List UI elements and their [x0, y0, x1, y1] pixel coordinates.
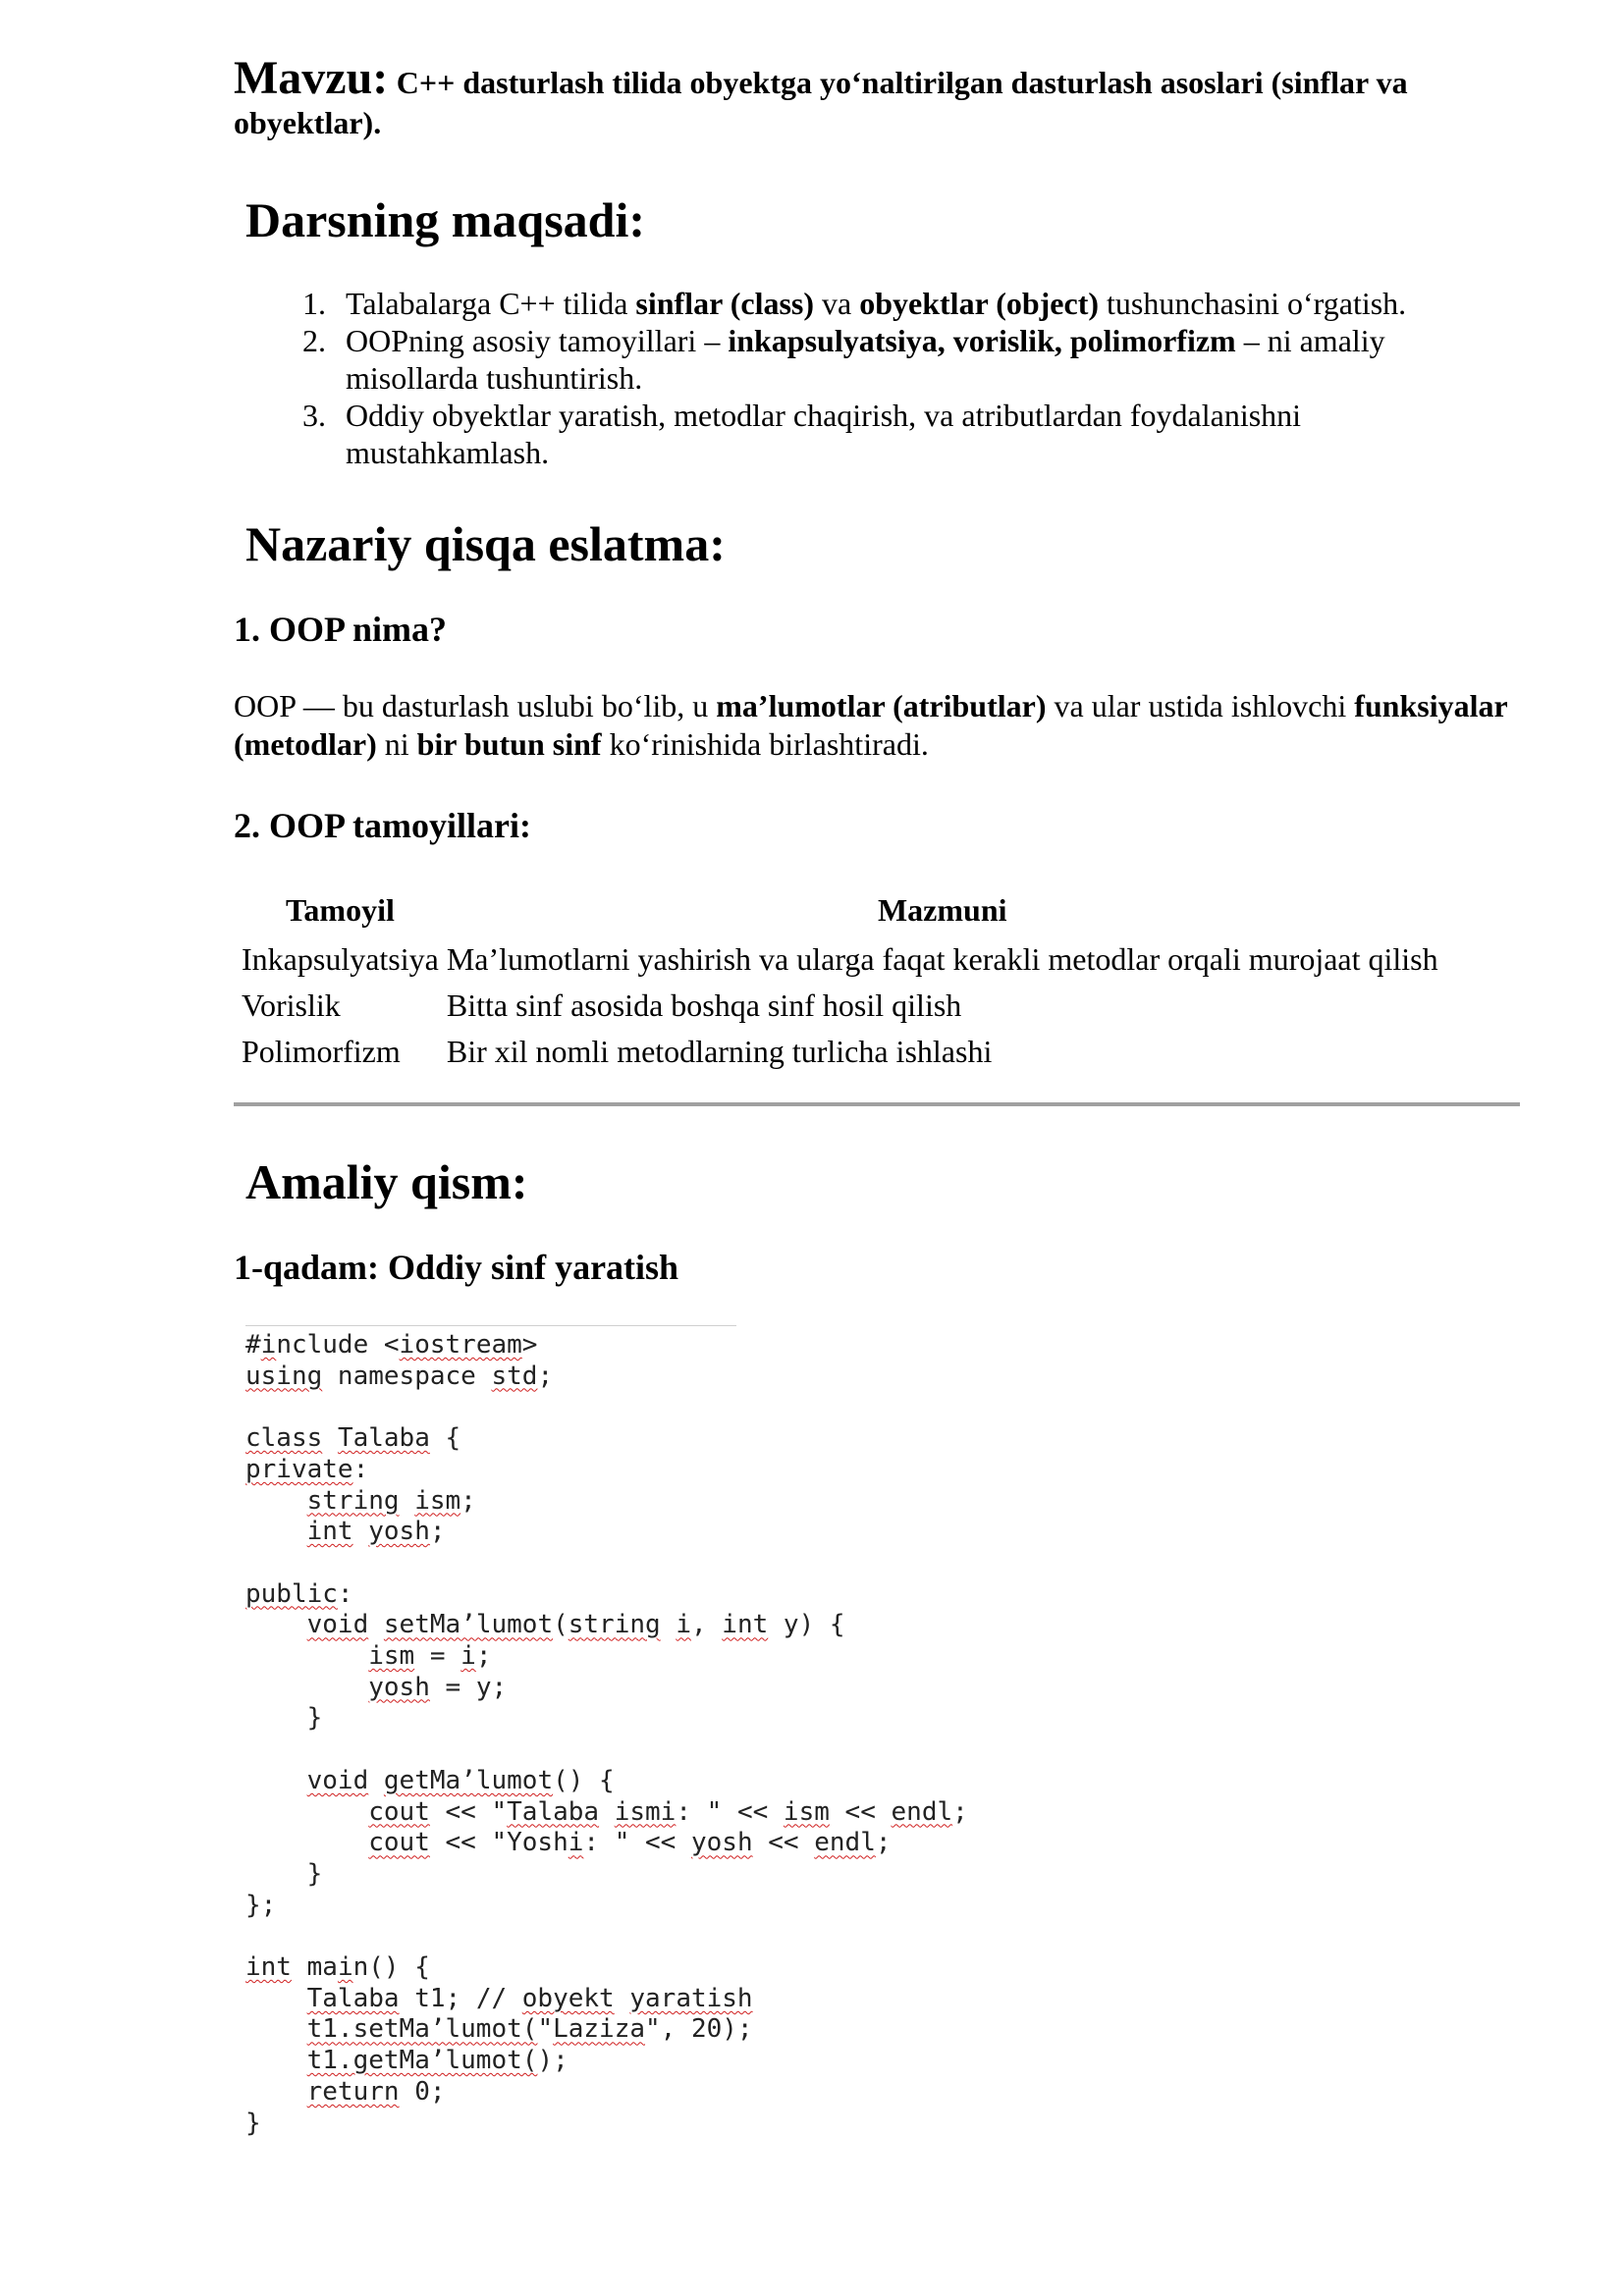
topic-text: C++ dasturlash tilida obyektga yo‘naltirilgan dasturlash asoslari (sinflar va obyektlar). [234, 65, 1408, 140]
theory-heading: Nazariy qisqa eslatma: [245, 516, 726, 571]
goals-heading: Darsning maqsadi: [245, 192, 646, 247]
table-cell: Polimorfizm [242, 1034, 401, 1069]
spellcheck-word: int [722, 1610, 769, 1640]
spellcheck-word: i [568, 1828, 584, 1858]
code-top-border [245, 1325, 736, 1326]
table-cell: Inkapsulyatsiya [242, 941, 439, 977]
spellcheck-word: t1.setMa’lumot( [306, 2014, 538, 2045]
text-run: – ni amaliy misollarda tushuntirish. [346, 323, 1385, 396]
spellcheck-word: t1.getMa’lumot( [306, 2046, 538, 2076]
oop-definition-paragraph [234, 687, 1510, 764]
principles-title: 2. OOP tamoyillari: [234, 806, 531, 845]
spellcheck-word: std [491, 1361, 538, 1391]
oop-question-title: 1. OOP nima? [234, 610, 448, 649]
principles-table [238, 888, 1442, 1075]
bold-text: sinflar (class) [635, 286, 815, 321]
table-header-row [238, 888, 1442, 936]
spellcheck-word: return [306, 2076, 400, 2107]
spellcheck-word: i [676, 1610, 691, 1640]
spellcheck-word: class [245, 1423, 323, 1454]
spellcheck-word: i [337, 1952, 353, 1983]
spellcheck-word: Talaba [507, 1796, 600, 1827]
spellcheck-word: using [245, 1361, 323, 1391]
spellcheck-word: cout [368, 1828, 430, 1858]
table-row [238, 936, 1442, 983]
spellcheck-word: int [306, 1517, 353, 1547]
spellcheck-word: ism [368, 1641, 415, 1672]
spellcheck-word: yosh [368, 1517, 430, 1547]
bold-text: ma’lumotlar (atributlar) [716, 688, 1047, 723]
spellcheck-word: yosh [690, 1828, 753, 1858]
spellcheck-word: private [245, 1454, 353, 1484]
text-run: va ular ustida ishlovchi [1046, 688, 1355, 723]
topic-header [234, 52, 1520, 143]
goal-item [334, 285, 1512, 322]
spellcheck-word: i [260, 1330, 277, 1360]
spellcheck-word: endl [814, 1828, 876, 1858]
spellcheck-word: string [306, 1485, 400, 1516]
table-row [238, 1029, 1442, 1075]
spellcheck-word: void [306, 1610, 369, 1640]
text-run: OOPning asosiy tamoyillari – [346, 323, 729, 358]
spellcheck-word: obyekt [521, 1983, 615, 2013]
spellcheck-word: getMa’lumot [383, 1765, 554, 1795]
horizontal-divider [234, 1102, 1520, 1106]
text-run: ko‘rinishida birlashtiradi. [601, 726, 929, 762]
bold-text: obyektlar (object) [859, 286, 1100, 321]
spellcheck-word: i [460, 1641, 476, 1672]
table-cell: Vorislik [242, 988, 341, 1023]
spellcheck-word: yosh [368, 1672, 430, 1702]
spellcheck-word: endl [891, 1796, 953, 1827]
spellcheck-word: iostream [399, 1330, 522, 1360]
spellcheck-word: setMa’lumot [383, 1610, 554, 1640]
goal-item [334, 397, 1512, 471]
spellcheck-word: int [245, 1952, 292, 1983]
table-cell: Bitta sinf asosida boshqa sinf hosil qilish [446, 988, 962, 1023]
table-header-meaning: Mazmuni [877, 892, 1007, 928]
step1-title: 1-qadam: Oddiy sinf yaratish [234, 1248, 679, 1287]
spellcheck-word: ismi [614, 1796, 677, 1827]
spellcheck-word: void [306, 1765, 369, 1795]
text-run: OOP — bu dasturlash uslubi bo‘lib, u [234, 688, 717, 723]
spellcheck-word: string [568, 1610, 661, 1640]
bold-text: bir butun sinf [416, 726, 602, 762]
table-cell: Ma’lumotlarni yashirish va ularga faqat kerakli metodlar orqali murojaat qilish [446, 941, 1438, 977]
table-cell: Bir xil nomli metodlarning turlicha ishlashi [446, 1034, 993, 1069]
spellcheck-word: ism [414, 1485, 461, 1516]
practice-heading: Amaliy qism: [245, 1154, 528, 1209]
goals-list [234, 285, 1512, 471]
text-run: Talabalarga C++ tilida [346, 286, 636, 321]
code-snippet: #include <iostream> using namespace std; class Talaba { private: string ism; int yosh; public: void setMa’lumot(string i, int y) { ism = i; yosh = y; } void getMa’lumot() { cout << "Talaba ismi: " << ism << endl; cout << "Yoshi: " << yosh << endl; } }; int main() { Talaba t1; // obyekt yaratish t1.setMa’lumot("Laziza", 20); t1.getMa’lumot(); return 0; } [245, 1330, 968, 2138]
bold-text: funksiyalar (metodlar) [234, 688, 1508, 762]
spellcheck-word: cout [368, 1796, 430, 1827]
spellcheck-word: Talaba [306, 1983, 400, 2013]
text-run: va [814, 286, 860, 321]
spellcheck-word: Talaba [337, 1423, 430, 1454]
table-header-principle: Tamoyil [286, 892, 395, 928]
table-row [238, 983, 1442, 1029]
topic-label: Mavzu: [234, 52, 389, 104]
text-run: ni [376, 726, 417, 762]
text-run: tushunchasini o‘rgatish. [1099, 286, 1407, 321]
spellcheck-word: ism [783, 1796, 830, 1827]
bold-text: inkapsulyatsiya, vorislik, polimorfizm [728, 323, 1236, 358]
spellcheck-word: public [245, 1578, 338, 1609]
text-run: Oddiy obyektlar yaratish, metodlar chaqirish, va atributlardan foydalanishni mustahkamlash. [346, 398, 1302, 470]
goal-item [334, 322, 1512, 397]
spellcheck-word: yaratish [629, 1983, 753, 2013]
spellcheck-word: Laziza [553, 2014, 646, 2045]
